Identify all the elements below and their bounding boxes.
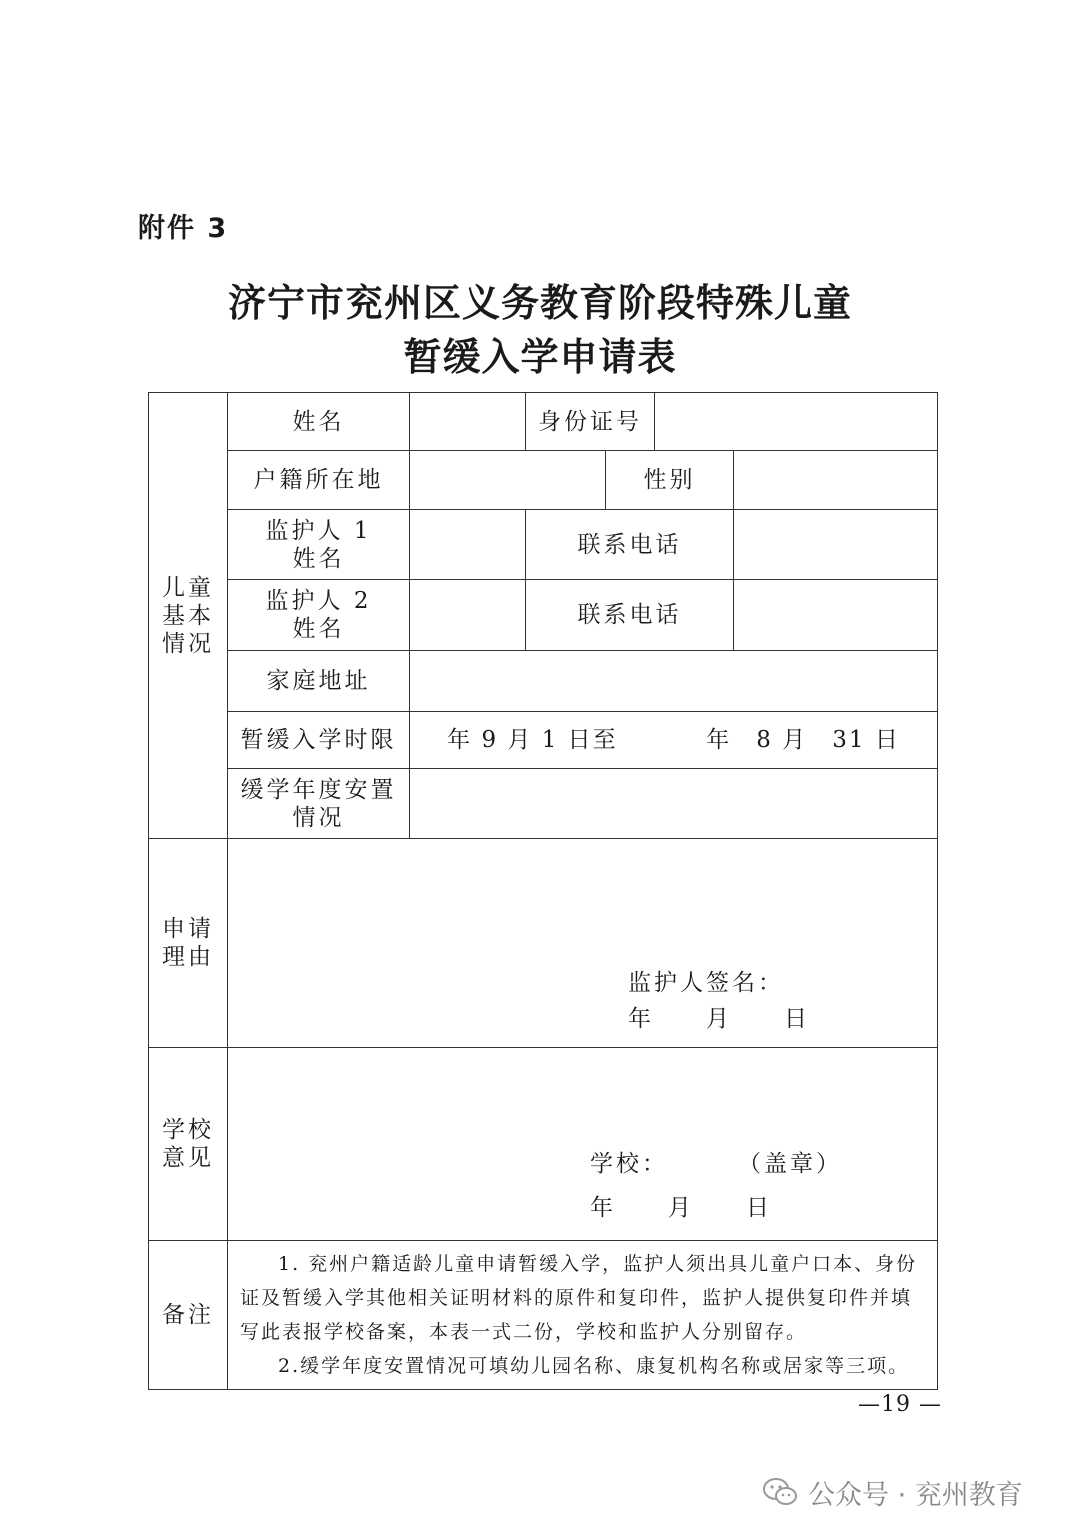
- note-2: 2.缓学年度安置情况可填幼儿园名称、康复机构名称或居家等三项。: [278, 1355, 910, 1377]
- guardian1-label-line2: 姓名: [292, 545, 345, 572]
- period-from: 年 9 月 1 日至: [447, 727, 618, 753]
- section-basic-line1: 儿童: [162, 574, 214, 601]
- page-number: —19 —: [858, 1392, 942, 1417]
- section-reason: [149, 839, 228, 1048]
- wechat-icon: [762, 1477, 798, 1507]
- notes-content: [228, 1241, 938, 1390]
- guardian1-label-line1: 监护人 1: [265, 517, 372, 544]
- id-number-label: 身份证号: [526, 393, 655, 451]
- guardian2-label-line2: 姓名: [292, 616, 345, 642]
- annex-label: 附件 3: [138, 213, 229, 244]
- guardian1-phone-field[interactable]: [734, 510, 938, 580]
- id-number-field[interactable]: [655, 393, 938, 451]
- seal-label: （盖章）: [738, 1151, 842, 1177]
- section-reason-line1: 申请: [162, 916, 214, 942]
- form-title-line2: 暂缓入学申请表: [403, 335, 677, 379]
- section-reason-line2: 理由: [162, 944, 214, 970]
- hukou-label: 户籍所在地: [228, 451, 410, 510]
- placement-label-line2: 情况: [292, 804, 345, 831]
- gender-field[interactable]: [734, 451, 938, 510]
- guardian1-name-label: [228, 510, 410, 580]
- school-opinion-field[interactable]: [228, 1048, 938, 1241]
- guardian2-label-line1: 监护人 2: [265, 588, 372, 614]
- period-to: 年 8 月 31 日: [706, 727, 900, 753]
- guardian2-phone-label: 联系电话: [526, 580, 734, 651]
- application-form: [148, 392, 938, 1390]
- guardian2-name-field[interactable]: [410, 580, 526, 651]
- school-date: 年 月 日: [590, 1195, 772, 1221]
- guardian-signature-label: 监护人签名：: [628, 970, 784, 996]
- deferral-period-label: 暂缓入学时限: [228, 712, 410, 769]
- guardian2-phone-field[interactable]: [734, 580, 938, 651]
- section-basic-line2: 基本: [162, 602, 214, 629]
- guardian2-name-label: [228, 580, 410, 651]
- section-basic-line3: 情况: [162, 630, 214, 657]
- section-notes: 备注: [149, 1241, 228, 1390]
- reason-date: 年 月 日: [628, 1006, 810, 1032]
- home-address-field[interactable]: [410, 651, 938, 712]
- guardian1-phone-label: 联系电话: [526, 510, 734, 580]
- form-title-line1: 济宁市兖州区义务教育阶段特殊儿童: [227, 281, 852, 325]
- placement-field[interactable]: [410, 769, 938, 839]
- name-field[interactable]: [410, 393, 526, 451]
- watermark: [762, 1470, 1023, 1514]
- section-basic-info: [149, 393, 228, 839]
- school-label: 学校：: [590, 1151, 668, 1177]
- name-label: 姓名: [228, 393, 410, 451]
- home-address-label: 家庭地址: [228, 651, 410, 712]
- section-school-line1: 学校: [162, 1117, 214, 1143]
- deferral-period-field[interactable]: [410, 712, 938, 769]
- gender-label: 性别: [606, 451, 734, 510]
- watermark-text: 公众号 · 兖州教育: [808, 1479, 1023, 1511]
- reason-field[interactable]: [228, 839, 938, 1048]
- placement-label: [228, 769, 410, 839]
- section-school-opinion: [149, 1048, 228, 1241]
- guardian1-name-field[interactable]: [410, 510, 526, 580]
- section-school-line2: 意见: [162, 1145, 214, 1171]
- placement-label-line1: 缓学年度安置: [240, 776, 397, 803]
- note-1: 1. 兖州户籍适龄儿童申请暂缓入学，监护人须出具儿童户口本、身份证及暂缓入学其他相关证明材料的原件和复印件，监护人提供复印件并填写此表报学校备案，本表一式二份，学校和监护人分别留存。: [240, 1253, 918, 1343]
- hukou-field[interactable]: [410, 451, 606, 510]
